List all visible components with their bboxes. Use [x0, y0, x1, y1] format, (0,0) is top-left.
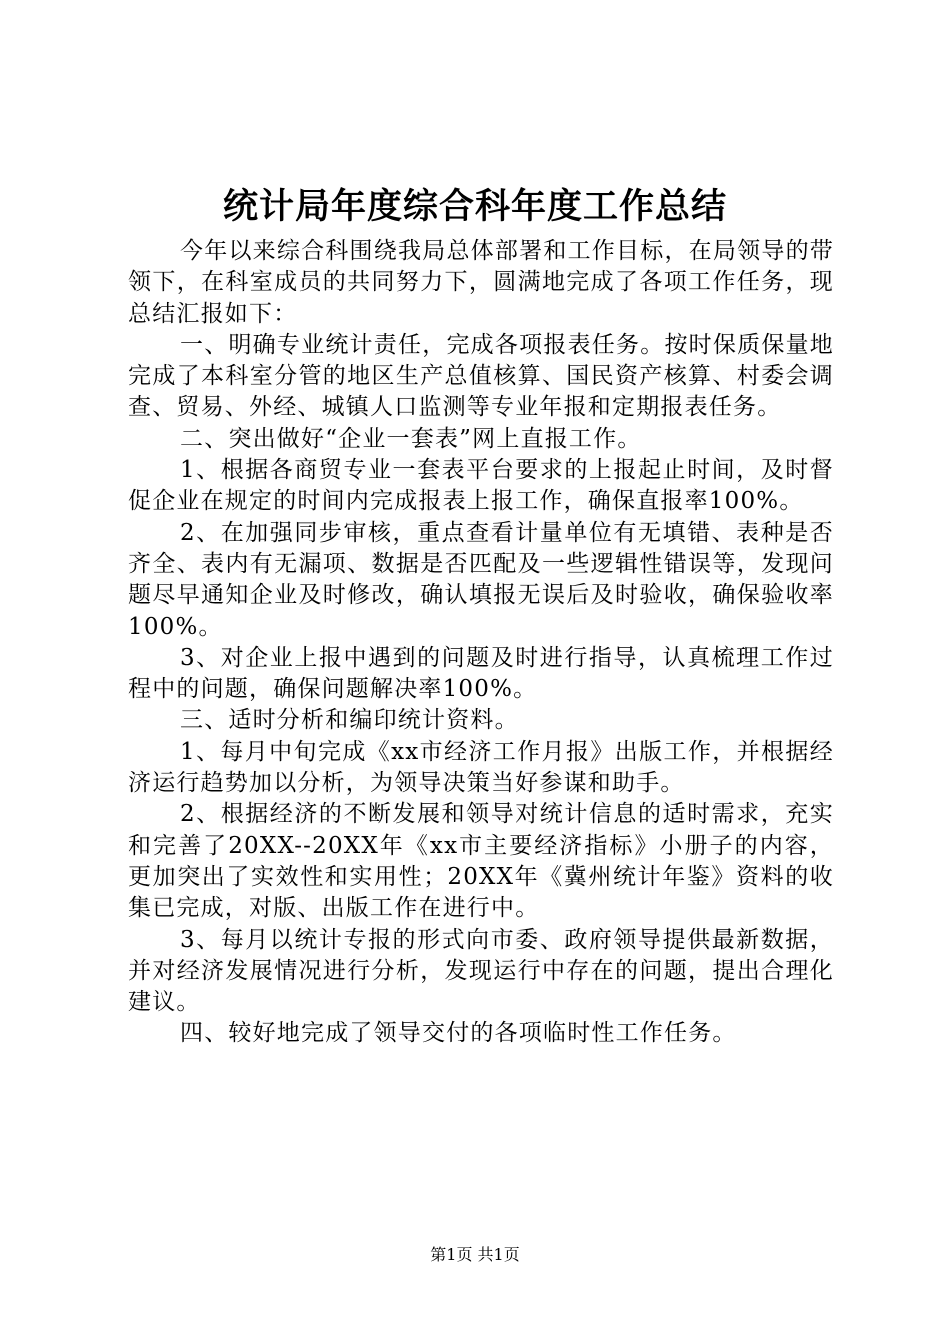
paragraph-section-3-item-2: 2、根据经济的不断发展和领导对统计信息的适时需求，充实和完善了20XX--20XX年《xx市主要经济指标》小册子的内容，更加突出了实效性和实用性；20XX年《冀州统计年鉴》资料的收集已完成，对版、出版工作在进行中。 [128, 801, 834, 922]
paragraph-intro: 今年以来综合科围绕我局总体部署和工作目标，在局领导的带领下，在科室成员的共同努力下，圆满地完成了各项工作任务，现总结汇报如下： [128, 238, 834, 327]
paragraph-section-2-heading: 二、突出做好“企业一套表”网上直报工作。 [180, 425, 642, 452]
paragraph-section-4: 四、较好地完成了领导交付的各项临时性工作任务。 [180, 1020, 737, 1047]
paragraph-section-3-item-1: 1、每月中旬完成《xx市经济工作月报》出版工作，并根据经济运行趋势加以分析，为领导决策当好参谋和助手。 [128, 738, 834, 797]
paragraph-section-1: 一、明确专业统计责任，完成各项报表任务。按时保质保量地完成了本科室分管的地区生产总值核算、国民资产核算、村委会调查、贸易、外经、城镇人口监测等专业年报和定期报表任务。 [128, 331, 834, 421]
page-number-footer: 第1页 共1页 [430, 1245, 520, 1264]
document-title: 统计局年度综合科年度工作总结 [222, 186, 727, 227]
paragraph-section-3-item-3: 3、每月以统计专报的形式向市委、政府领导提供最新数据，并对经济发展情况进行分析，发现运行中存在的问题，提出合理化建议。 [128, 926, 834, 1016]
paragraph-section-2-item-2: 2、在加强同步审核，重点查看计量单位有无填错、表种是否齐全、表内有无漏项、数据是否匹配及一些逻辑性错误等，发现问题尽早通知企业及时修改，确认填报无误后及时验收，确保验收率100%。 [128, 519, 834, 640]
paragraph-section-3-heading: 三、适时分析和编印统计资料。 [180, 707, 519, 734]
document-body [128, 236, 834, 1050]
paragraph-section-2-item-1: 1、根据各商贸专业一套表平台要求的上报起止时间，及时督促企业在规定的时间内完成报表上报工作，确保直报率100%。 [128, 457, 834, 515]
paragraph-section-2-item-3: 3、对企业上报中遇到的问题及时进行指导，认真梳理工作过程中的问题，确保问题解决率100%。 [128, 644, 834, 703]
